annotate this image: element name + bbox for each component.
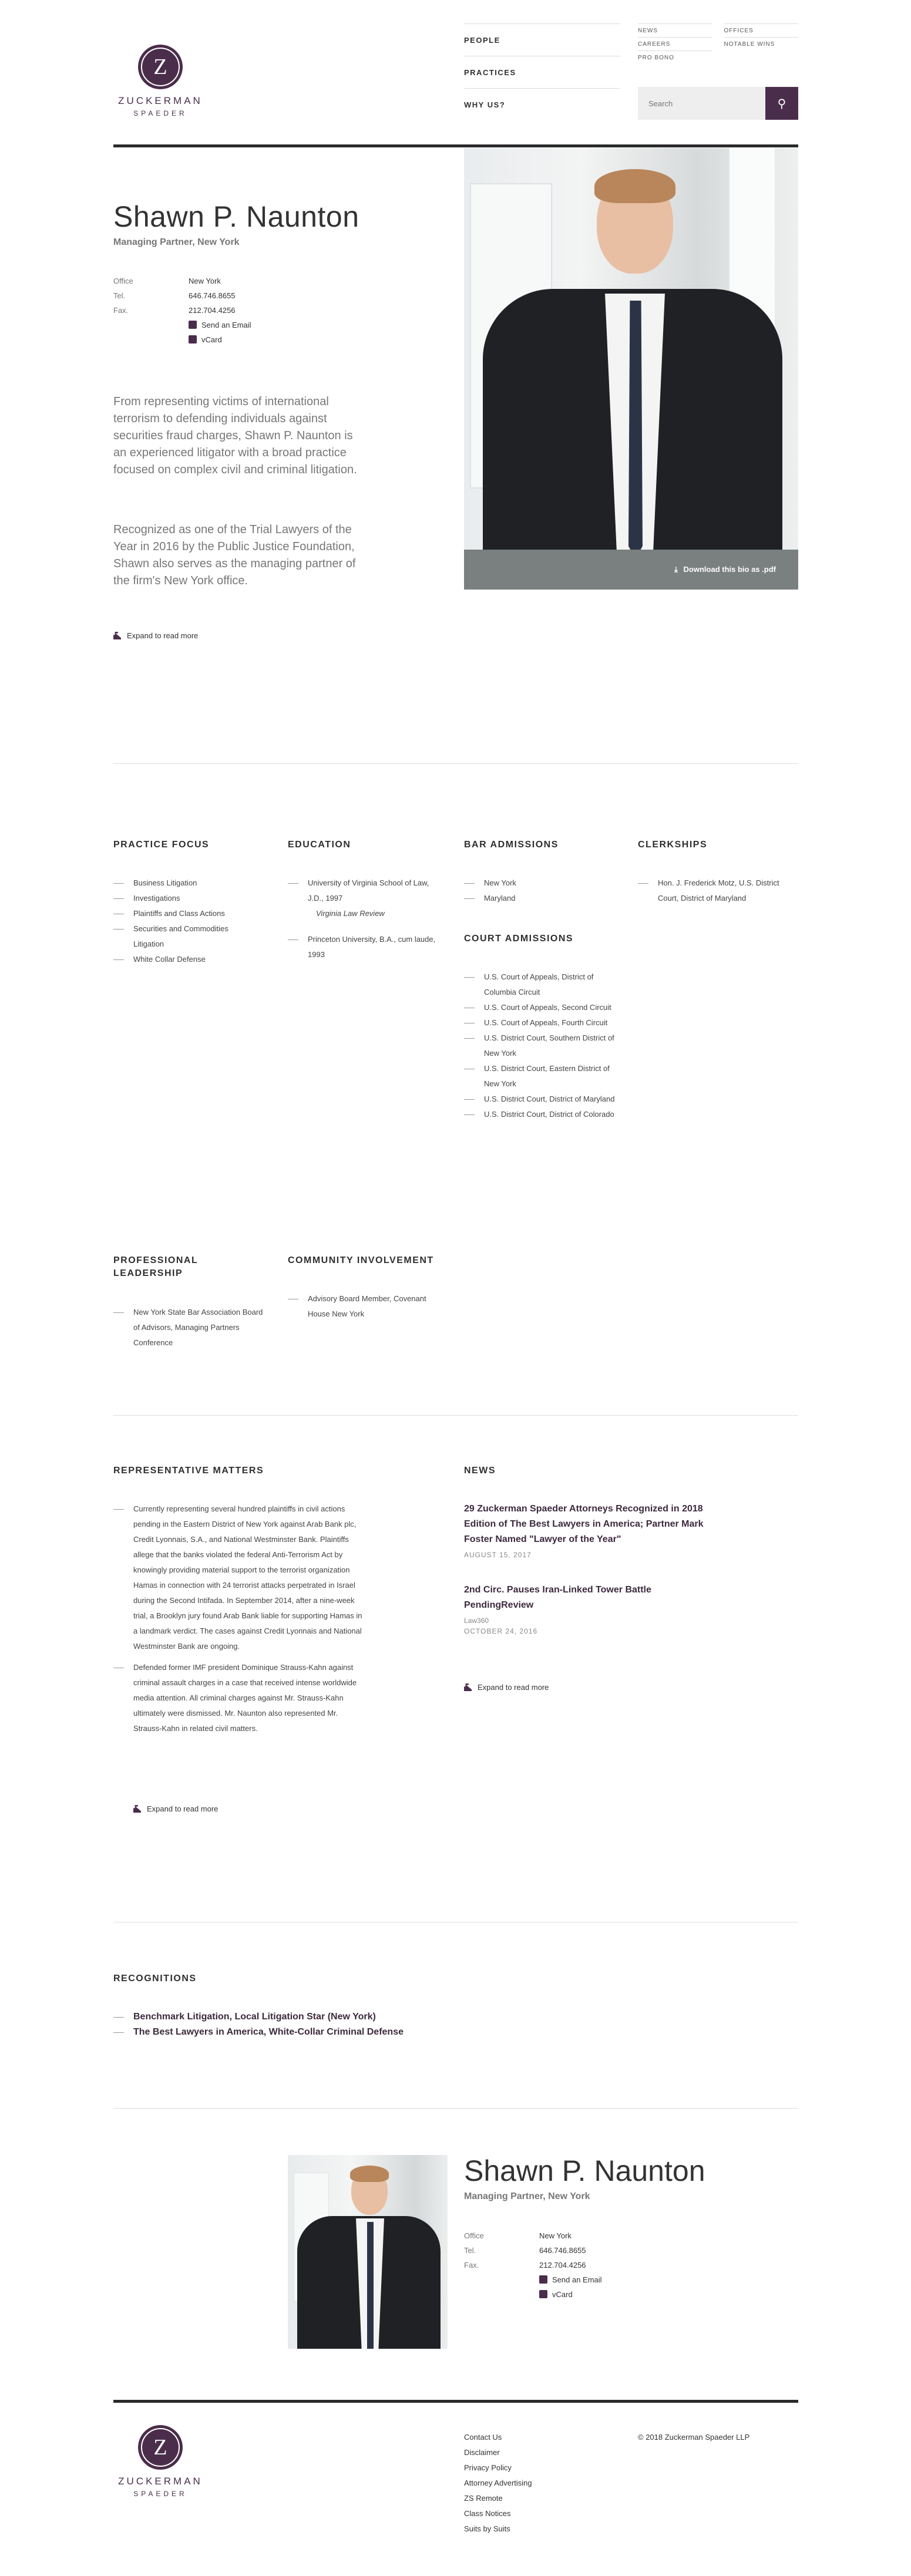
list-item: U.S. District Court, Eastern District of New York [464,1061,623,1092]
attorney-title: Managing Partner, New York [113,237,240,247]
list-item: Benchmark Litigation, Local Litigation Star (New York) [113,2009,525,2025]
footer-link-class-notices[interactable]: Class Notices [464,2509,511,2518]
tel-label: Tel. [464,2246,476,2255]
bio-summary-2: Recognized as one of the Trial Lawyers of the Year in 2016 by the Public Justice Foundation, Shawn also serves as the managing partner of the firm's New York office. [113,523,356,587]
list-item[interactable]: Plaintiffs and Class Actions [113,906,254,921]
news-list [464,1501,711,1635]
list-item[interactable]: Investigations [113,891,254,906]
representative-matters-heading: REPRESENTATIVE MATTERS [113,1466,264,1476]
footer-link-disclaimer[interactable]: Disclaimer [464,2448,500,2457]
news-item[interactable] [464,1582,711,1635]
list-item: U.S. District Court, District of Maryland [464,1092,623,1107]
logo-initial: Z [153,55,167,79]
practice-focus-list [113,875,254,967]
send-email-label: Send an Email [201,321,251,329]
footer-link-suits-by-suits[interactable]: Suits by Suits [464,2524,510,2533]
fax-label: Fax. [113,306,129,315]
nav-notable-wins[interactable]: NOTABLE WINS [724,37,799,50]
expand-matters-button[interactable] [133,1804,218,1813]
list-item-note: Virginia Law Review [316,909,385,918]
expand-icon [113,632,121,639]
email-icon [189,321,197,329]
main-nav [464,23,620,120]
list-item: Advisory Board Member, Covenant House New York [288,1291,446,1322]
nav-pro-bono[interactable]: PRO BONO [638,50,712,64]
news-title[interactable]: 2nd Circ. Pauses Iran-Linked Tower Battle PendingReview [464,1585,651,1610]
practice-focus-heading: PRACTICE FOCUS [113,840,210,850]
send-email-link[interactable] [189,318,251,332]
bar-admissions-heading: BAR ADMISSIONS [464,840,559,850]
list-item: The Best Lawyers in America, White-Collar Criminal Defense [113,2025,525,2040]
list-item[interactable]: Securities and Commodities Litigation [113,921,254,952]
logo-initial: Z [153,2435,167,2460]
nav-practices[interactable]: PRACTICES [464,56,620,88]
news-date: AUGUST 15, 2017 [464,1551,532,1559]
send-email-link[interactable] [539,2272,602,2287]
secondary-nav [638,23,798,64]
attorney-photo-small [288,2155,448,2349]
list-item: Currently representing several hundred plaintiffs in civil actions pending in the Eastern District of New York against Arab Bank plc, Credit Lyonnais, S.A., and National Westminster Bank. Plaintiffs allege that the banks violated the federal Anti-Terrorism Act by knowingly providing material support to the terrorist organization Hamas in connection with 24 terrorist attacks perpetrated in Israel during the Second Intifada. In September 2014, after a nine-week trial, a Brooklyn jury found Arab Bank liable for supporting Hamas in a landmark verdict. The cases against Credit Lyonnais and National Westminster Bank are ongoing. [113,1501,366,1654]
logo-subtitle: SPAEDER [133,2490,187,2498]
list-item[interactable]: White Collar Defense [113,952,254,967]
expand-news-label: Expand to read more [478,1683,549,1692]
list-item: University of Virginia School of Law, J.D., 1997 Virginia Law Review [288,875,446,921]
list-item: U.S. Court of Appeals, District of Columbia Circuit [464,969,623,1000]
fax-value: 212.704.4256 [539,2261,586,2269]
bio-summary-1: From representing victims of international terrorism to defending individuals against securities fraud charges, Shawn P. Naunton is an experienced litigator with a broad practice focused on complex civil and criminal litigation. [113,395,357,476]
expand-icon [464,1683,472,1691]
list-item: Maryland [464,891,623,906]
education-heading: EDUCATION [288,840,351,850]
photo-tie [367,2222,374,2349]
logo-wordmark: ZUCKERMAN [118,2476,203,2487]
footer-link-attorney-advertising[interactable]: Attorney Advertising [464,2479,532,2487]
nav-careers[interactable]: CAREERS [638,37,712,50]
expand-bio-label: Expand to read more [127,631,199,640]
logo-mark [138,2425,183,2470]
list-item: U.S. District Court, District of Colorado [464,1107,623,1122]
news-item[interactable] [464,1501,711,1559]
section-divider [113,2108,798,2109]
list-item[interactable]: Business Litigation [113,875,254,891]
vcard-icon [189,335,197,344]
fax-label: Fax. [464,2261,479,2269]
logo-mark [138,45,183,89]
clerkships-heading: CLERKSHIPS [638,840,708,850]
news-date: OCTOBER 24, 2016 [464,1627,538,1635]
footer-link-contact-us[interactable]: Contact Us [464,2433,502,2442]
representative-matters-list [113,1501,366,1736]
attorney-photo [464,148,798,590]
card-attorney-name: Shawn P. Naunton [464,2154,705,2187]
tel-value[interactable]: 646.746.8655 [189,291,236,300]
search-bar [638,87,798,120]
copyright: © 2018 Zuckerman Spaeder LLP [638,2433,750,2442]
vcard-label: vCard [201,335,222,344]
professional-leadership-heading: PROFESSIONAL LEADERSHIP [113,1255,198,1278]
expand-bio-button[interactable] [113,631,198,640]
clerkships-list [638,875,798,906]
footer-links [464,2430,532,2537]
search-icon: ⚲ [777,97,786,110]
recognitions-list [113,2009,525,2040]
footer-divider [113,2400,798,2403]
nav-why-us[interactable]: WHY US? [464,88,620,120]
vcard-label: vCard [552,2290,573,2299]
send-email-label: Send an Email [552,2275,602,2284]
header-divider [113,144,798,147]
logo-subtitle: SPAEDER [133,109,187,117]
tel-value[interactable]: 646.746.8655 [539,2246,586,2255]
community-involvement-list [288,1291,446,1322]
list-item: New York [464,875,623,891]
nav-offices[interactable]: OFFICES [724,23,799,37]
recognitions-heading: RECOGNITIONS [113,1974,197,1984]
vcard-icon [539,2290,547,2298]
vcard-link[interactable] [539,2287,573,2302]
footer-link-zs-remote[interactable]: ZS Remote [464,2494,503,2503]
list-item: U.S. District Court, Southern District of New York [464,1031,623,1061]
office-link[interactable]: New York [539,2231,572,2240]
vcard-link[interactable] [189,332,222,347]
office-label: Office [113,277,133,285]
list-item: Hon. J. Frederick Motz, U.S. District Court, District of Maryland [638,875,798,906]
photo-hair [594,169,675,203]
list-item: Defended former IMF president Dominique Strauss-Kahn against criminal assault charges in a case that received intense worldwide media attention. All criminal charges against Mr. Strauss-Kahn ultimately were dismissed. Mr. Naunton also represented Mr. Strauss-Kahn in related civil matters. [113,1660,366,1736]
photo-tie [628,301,643,559]
email-icon [539,2275,547,2284]
list-item: Princeton University, B.A., cum laude, 1993 [288,932,446,962]
community-involvement-heading: COMMUNITY INVOLVEMENT [288,1255,434,1265]
news-title[interactable]: 29 Zuckerman Spaeder Attorneys Recognized in 2018 Edition of The Best Lawyers in America; Partner Mark Foster Named "Lawyer of the Year" [464,1504,704,1544]
footer-logo[interactable] [113,2425,207,2498]
card-contact-info [464,2228,602,2302]
footer-link-privacy-policy[interactable]: Privacy Policy [464,2463,512,2472]
list-item: New York State Bar Association Board of Advisors, Managing Partners Conference [113,1305,266,1351]
search-input[interactable] [638,87,765,120]
card-attorney-title: Managing Partner, New York [464,2191,590,2201]
site-logo[interactable] [113,45,207,117]
nav-people[interactable]: PEOPLE [464,23,620,56]
tel-label: Tel. [113,291,126,300]
court-admissions-heading: COURT ADMISSIONS [464,934,574,944]
office-label: Office [464,2231,484,2240]
expand-icon [133,1805,141,1813]
professional-leadership-list [113,1305,266,1351]
contact-info [113,274,251,347]
photo-hair [350,2166,389,2182]
news-heading: NEWS [464,1466,496,1476]
expand-news-button[interactable] [464,1683,549,1692]
download-bio-button[interactable] [464,550,798,590]
news-source: Law360 [464,1617,489,1625]
office-link[interactable]: New York [189,277,221,285]
court-admissions-list [464,969,623,1122]
expand-matters-label: Expand to read more [147,1804,218,1813]
list-item: U.S. Court of Appeals, Fourth Circuit [464,1015,623,1031]
logo-wordmark: ZUCKERMAN [118,95,203,106]
list-item: U.S. Court of Appeals, Second Circuit [464,1000,623,1015]
fax-value: 212.704.4256 [189,306,236,315]
download-icon: ⤓ [674,565,678,574]
education-list [288,875,446,962]
section-divider [113,763,798,764]
section-divider [113,1415,798,1416]
nav-news[interactable]: NEWS [638,23,712,37]
download-bio-label: Download this bio as .pdf [683,565,776,574]
search-button[interactable] [765,87,798,120]
attorney-name: Shawn P. Naunton [113,200,359,233]
bar-admissions-list [464,875,623,906]
